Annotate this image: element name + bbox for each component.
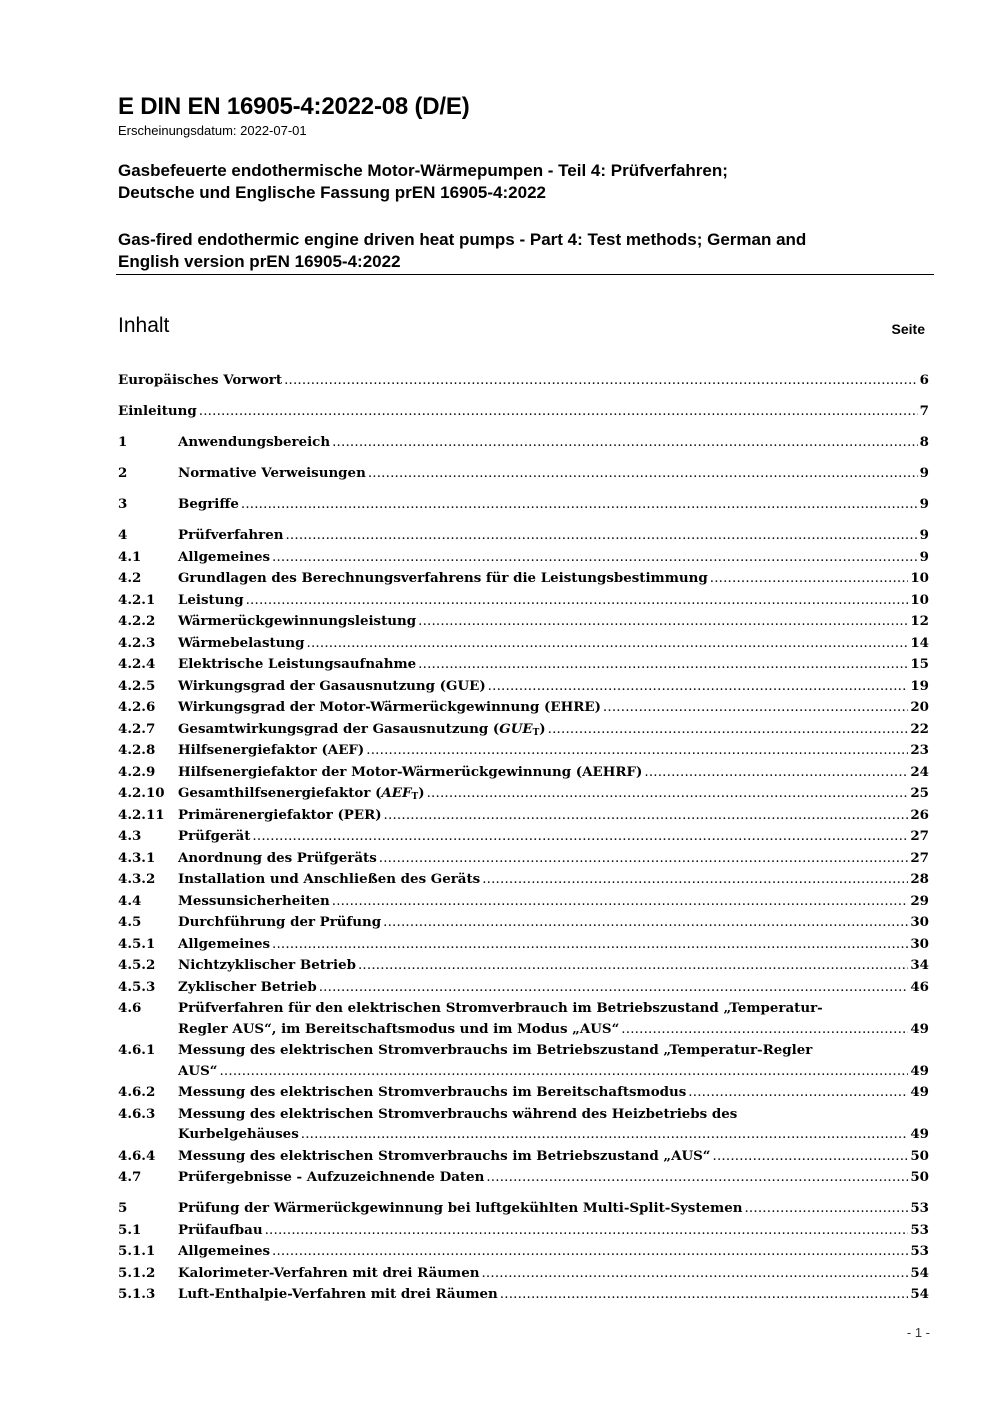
- toc-entry-number: 4.2.11: [118, 806, 165, 823]
- toc-entry[interactable]: [118, 912, 929, 934]
- toc-entry[interactable]: [118, 955, 929, 977]
- toc-leader: [548, 719, 909, 741]
- toc-leader: [379, 848, 909, 870]
- toc-entry[interactable]: [118, 869, 929, 891]
- toc-entry-number: 3: [118, 496, 128, 512]
- toc-entry-page: 7: [919, 403, 929, 419]
- toc-leader: [252, 826, 908, 848]
- title-german: [118, 160, 918, 204]
- toc-entry-page: 54: [910, 1286, 929, 1302]
- toc-entry-title: Leistung: [178, 591, 244, 608]
- toc-entry[interactable]: [118, 805, 929, 827]
- toc-entry[interactable]: [118, 1104, 929, 1146]
- toc-entry-page: 20: [910, 699, 929, 715]
- toc-entry-number: 4.2.3: [118, 634, 156, 651]
- title-german-line-1: Gasbefeuerte endothermische Motor-Wärmepumpen - Teil 4: Prüfverfahren;: [118, 161, 728, 180]
- toc-entry-number: 4.2.5: [118, 677, 156, 694]
- toc-entry[interactable]: [118, 590, 929, 612]
- toc-entry[interactable]: [118, 547, 929, 569]
- toc-leader: [284, 370, 918, 392]
- toc-entry[interactable]: [118, 525, 929, 547]
- toc-entry-number: 5.1.1: [118, 1243, 156, 1259]
- toc-entry-title: Messunsicherheiten: [178, 892, 330, 909]
- toc-entry-page: 12: [910, 613, 929, 629]
- toc-entry-title: [178, 783, 425, 804]
- toc-entry-page: 8: [919, 434, 929, 450]
- toc-entry-title-line-2: AUS“: [178, 1062, 218, 1079]
- toc-entry-title-part: ): [539, 720, 546, 737]
- toc-entry-number: 4.2.1: [118, 591, 156, 608]
- toc-entry-title: Anwendungsbereich: [178, 434, 331, 450]
- toc-entry-page: 53: [910, 1200, 929, 1216]
- document-id: E DIN EN 16905-4:2022-08 (D/E): [118, 93, 470, 120]
- toc-entry-page: 49: [910, 1084, 929, 1100]
- toc-entry-title: Europäisches Vorwort: [118, 372, 283, 388]
- toc-entry-title: Normative Verweisungen: [178, 465, 366, 481]
- title-german-line-2: Deutsche und Englische Fassung prEN 16905-4:2022: [118, 183, 546, 202]
- toc-entry-page: 54: [910, 1264, 929, 1281]
- toc-entry-number: 4.1: [118, 548, 142, 565]
- toc-entry[interactable]: [118, 1082, 929, 1104]
- title-english: [118, 229, 938, 273]
- toc-entry-page: 34: [910, 957, 929, 973]
- toc-entry-title-line-1: Messung des elektrischen Stromverbrauchs im Betriebszustand „Temperatur-Regler: [178, 1042, 813, 1058]
- toc-leader: [488, 676, 909, 698]
- toc-entry[interactable]: [118, 1220, 929, 1242]
- toc-entry-title: Zyklischer Betrieb: [178, 978, 317, 995]
- toc-leader: [301, 1124, 909, 1146]
- toc-entry-page: 53: [910, 1243, 929, 1259]
- toc-entry-title: Prüfverfahren: [178, 527, 284, 543]
- toc-entry-number: 1: [118, 434, 128, 450]
- toc-entry-page: 46: [910, 978, 929, 995]
- toc-entry[interactable]: [118, 463, 929, 485]
- toc-entry-title-line-2: Kurbelgehäuses: [178, 1126, 299, 1142]
- toc-leader: [199, 401, 918, 423]
- toc-entry-number: 4.5.3: [118, 978, 156, 995]
- toc-entry-page: 10: [910, 570, 929, 586]
- toc-leader: [272, 1241, 908, 1263]
- toc-page-label: Seite: [891, 321, 925, 337]
- toc-entry-title: Allgemeines: [178, 935, 271, 952]
- page-number: - 1 -: [906, 1325, 930, 1340]
- toc-entry-number: 4.6.3: [118, 1105, 156, 1122]
- table-of-contents: [118, 370, 929, 1306]
- toc-entry-number: 4.5: [118, 914, 142, 930]
- toc-leader: [688, 1082, 908, 1104]
- toc-entry-number: 4.2.6: [118, 699, 156, 715]
- toc-entry[interactable]: [118, 654, 929, 676]
- toc-entry[interactable]: [118, 1241, 929, 1263]
- toc-entry-title-part: ): [418, 785, 425, 801]
- toc-entry-number: 2: [118, 465, 128, 481]
- toc-entry-number: 4.6.4: [118, 1147, 156, 1164]
- toc-entry[interactable]: [118, 1167, 929, 1189]
- toc-leader: [621, 1019, 908, 1041]
- toc-entry-title-line-2: Regler AUS“, im Bereitschaftsmodus und im Modus „AUS“: [178, 1020, 620, 1037]
- toc-entry-title-part: Gesamtwirkungsgrad der Gasausnutzung (: [178, 720, 500, 737]
- toc-entry-page: 27: [910, 849, 929, 866]
- toc-entry-page: 23: [910, 742, 929, 758]
- toc-entry-number: 4.3: [118, 828, 142, 844]
- toc-leader: [710, 568, 909, 590]
- toc-entry-page: 9: [919, 496, 929, 512]
- toc-entry-number: 4.6: [118, 1000, 142, 1016]
- toc-entry[interactable]: [118, 934, 929, 956]
- toc-entry-title: [178, 719, 546, 740]
- toc-entry[interactable]: [118, 891, 929, 913]
- toc-entry-subscript: T: [532, 727, 540, 738]
- toc-leader: [272, 934, 908, 956]
- toc-leader: [219, 1061, 908, 1083]
- toc-entry-title: Wirkungsgrad der Motor-Wärmerückgewinnung (EHRE): [178, 699, 601, 715]
- toc-entry-number: 4.2.2: [118, 613, 156, 629]
- toc-entry-page: 49: [910, 1020, 929, 1037]
- toc-entry[interactable]: [118, 1146, 929, 1168]
- toc-entry-page: 14: [910, 634, 929, 651]
- toc-entry-title: Anordnung des Prüfgeräts: [178, 849, 377, 866]
- toc-entry[interactable]: [118, 977, 929, 999]
- toc-entry-title-line-1: Prüfverfahren für den elektrischen Stromverbrauch im Betriebszustand „Temperatur-: [178, 1000, 823, 1016]
- toc-entry[interactable]: [118, 762, 929, 784]
- toc-entry[interactable]: [118, 494, 929, 516]
- toc-entry-title: Wärmebelastung: [178, 634, 305, 651]
- toc-leader: [500, 1284, 909, 1306]
- toc-entry[interactable]: [118, 697, 929, 719]
- toc-entry-number: 4.2.4: [118, 656, 156, 672]
- toc-entry-page: 25: [910, 785, 929, 801]
- toc-entry-number: 4.5.1: [118, 935, 156, 952]
- toc-entry[interactable]: [118, 1263, 929, 1285]
- toc-entry-number: 4.6.2: [118, 1084, 156, 1100]
- toc-entry-page: 22: [910, 720, 929, 737]
- toc-entry-number: 5.1: [118, 1221, 142, 1238]
- toc-entry[interactable]: [118, 633, 929, 655]
- toc-leader: [319, 977, 909, 999]
- toc-entry-number: 4.5.2: [118, 957, 156, 973]
- toc-entry-page: 9: [919, 465, 929, 481]
- toc-entry[interactable]: [118, 611, 929, 633]
- toc-entry-page: 53: [910, 1221, 929, 1238]
- toc-entry-page: 19: [910, 677, 929, 694]
- toc-entry-page: 10: [910, 591, 929, 608]
- toc-entry-title: Prüfgerät: [178, 828, 251, 844]
- toc-entry-page: 49: [910, 1062, 929, 1079]
- toc-entry[interactable]: [118, 848, 929, 870]
- toc-entry[interactable]: [118, 740, 929, 762]
- toc-entry-number: 5: [118, 1200, 128, 1216]
- toc-leader: [332, 891, 909, 913]
- toc-entry-symbol: AEF: [381, 785, 412, 801]
- toc-entry-title: Prüfergebnisse - Aufzuzeichnende Daten: [178, 1169, 485, 1185]
- toc-leader: [713, 1146, 909, 1168]
- toc-entry[interactable]: [118, 568, 929, 590]
- toc-entry-number: 4.7: [118, 1169, 142, 1185]
- toc-leader: [366, 740, 908, 762]
- toc-entry[interactable]: [118, 1040, 929, 1082]
- title-divider: [116, 274, 934, 275]
- toc-leader: [285, 525, 917, 547]
- toc-entry[interactable]: [118, 401, 929, 423]
- toc-entry-title: Durchführung der Prüfung: [178, 914, 382, 930]
- toc-entry-title: Primärenergiefaktor (PER): [178, 806, 382, 823]
- toc-entry-page: 9: [919, 527, 929, 543]
- toc-entry-number: 4.3.1: [118, 849, 156, 866]
- toc-entry-title: Nichtzyklischer Betrieb: [178, 957, 356, 973]
- toc-entry[interactable]: [118, 719, 929, 741]
- toc-leader: [383, 912, 908, 934]
- toc-leader: [332, 432, 918, 454]
- toc-entry-title: Allgemeines: [178, 1243, 271, 1259]
- toc-entry-number: 4.6.1: [118, 1042, 156, 1058]
- toc-leader: [272, 547, 918, 569]
- toc-entry-title: Allgemeines: [178, 548, 271, 565]
- toc-leader: [418, 611, 908, 633]
- toc-leader: [307, 633, 909, 655]
- toc-leader: [486, 1167, 908, 1189]
- toc-entry-title-line-1: Messung des elektrischen Stromverbrauchs während des Heizbetriebs des: [178, 1105, 738, 1122]
- toc-entry-title: Prüfaufbau: [178, 1221, 263, 1238]
- toc-entry[interactable]: [118, 676, 929, 698]
- toc-entry-title: Messung des elektrischen Stromverbrauchs im Bereitschaftsmodus: [178, 1084, 687, 1100]
- toc-entry-page: 29: [910, 892, 929, 909]
- toc-entry-title: Installation und Anschließen des Geräts: [178, 871, 481, 887]
- toc-entry-number: 4.2.7: [118, 720, 156, 737]
- toc-leader: [481, 1263, 908, 1285]
- toc-entry-title: Grundlagen des Berechnungsverfahrens für die Leistungsbestimmung: [178, 570, 708, 586]
- publication-date: Erscheinungsdatum: 2022-07-01: [118, 123, 307, 138]
- toc-leader: [246, 590, 909, 612]
- toc-entry-number: 4: [118, 527, 128, 543]
- toc-heading: Inhalt: [118, 314, 170, 337]
- toc-entry-title: Hilfsenergiefaktor (AEF): [178, 742, 365, 758]
- toc-entry-symbol: GUE: [499, 720, 533, 737]
- toc-entry-page: 15: [910, 656, 929, 672]
- toc-entry-number: 4.2.10: [118, 785, 165, 801]
- toc-leader: [368, 463, 918, 485]
- toc-entry-title: Wärmerückgewinnungsleistung: [178, 613, 417, 629]
- toc-leader: [418, 654, 908, 676]
- toc-entry[interactable]: [118, 370, 929, 392]
- toc-entry-page: 49: [910, 1126, 929, 1142]
- toc-entry-page: 28: [910, 871, 929, 887]
- toc-entry-page: 30: [910, 935, 929, 952]
- toc-entry-title: Luft-Enthalpie-Verfahren mit drei Räumen: [178, 1286, 498, 1302]
- toc-leader: [644, 762, 908, 784]
- toc-leader: [482, 869, 908, 891]
- toc-entry-number: 5.1.2: [118, 1264, 156, 1281]
- toc-entry-page: 26: [910, 806, 929, 823]
- toc-entry[interactable]: [118, 1284, 929, 1306]
- toc-leader: [358, 955, 908, 977]
- toc-entry-page: 24: [910, 763, 929, 780]
- title-english-line-1: Gas-fired endothermic engine driven heat pumps - Part 4: Test methods; German and: [118, 230, 807, 249]
- toc-entry-title: Prüfung der Wärmerückgewinnung bei luftgekühlten Multi-Split-Systemen: [178, 1200, 743, 1216]
- toc-entry-number: 4.2.8: [118, 742, 156, 758]
- toc-entry-page: 50: [910, 1169, 929, 1185]
- toc-leader: [265, 1220, 909, 1242]
- toc-entry[interactable]: [118, 432, 929, 454]
- toc-leader: [241, 494, 918, 516]
- toc-entry-title: Einleitung: [118, 403, 197, 419]
- toc-leader: [427, 783, 909, 805]
- toc-entry-page: 9: [919, 548, 929, 565]
- toc-leader: [744, 1198, 908, 1220]
- toc-entry-title-part: Gesamthilfsenergiefaktor (: [178, 785, 382, 801]
- toc-entry-title: Begriffe: [178, 496, 239, 512]
- toc-entry-number: 5.1.3: [118, 1286, 156, 1302]
- toc-entry-title: Hilfsenergiefaktor der Motor-Wärmerückgewinnung (AEHRF): [178, 763, 643, 780]
- toc-leader: [603, 697, 908, 719]
- title-english-line-2: English version prEN 16905-4:2022: [118, 252, 401, 271]
- toc-entry-number: 4.3.2: [118, 871, 156, 887]
- toc-entry-subscript: T: [411, 792, 419, 802]
- toc-entry-number: 4.4: [118, 892, 142, 909]
- toc-entry-page: 30: [910, 914, 929, 930]
- toc-entry-page: 27: [910, 828, 929, 844]
- toc-entry-title: Wirkungsgrad der Gasausnutzung (GUE): [178, 677, 486, 694]
- toc-entry-title: Elektrische Leistungsaufnahme: [178, 656, 417, 672]
- toc-entry-title: Kalorimeter-Verfahren mit drei Räumen: [178, 1264, 480, 1281]
- toc-entry-number: 4.2.9: [118, 763, 156, 780]
- toc-entry-page: 50: [910, 1147, 929, 1164]
- toc-entry-title: Messung des elektrischen Stromverbrauchs im Betriebszustand „AUS“: [178, 1147, 711, 1164]
- toc-leader: [384, 805, 909, 827]
- toc-entry[interactable]: [118, 1198, 929, 1220]
- toc-entry[interactable]: [118, 998, 929, 1040]
- toc-entry[interactable]: [118, 826, 929, 848]
- toc-entry[interactable]: [118, 783, 929, 805]
- toc-entry-number: 4.2: [118, 570, 142, 586]
- toc-entry-page: 6: [919, 372, 929, 388]
